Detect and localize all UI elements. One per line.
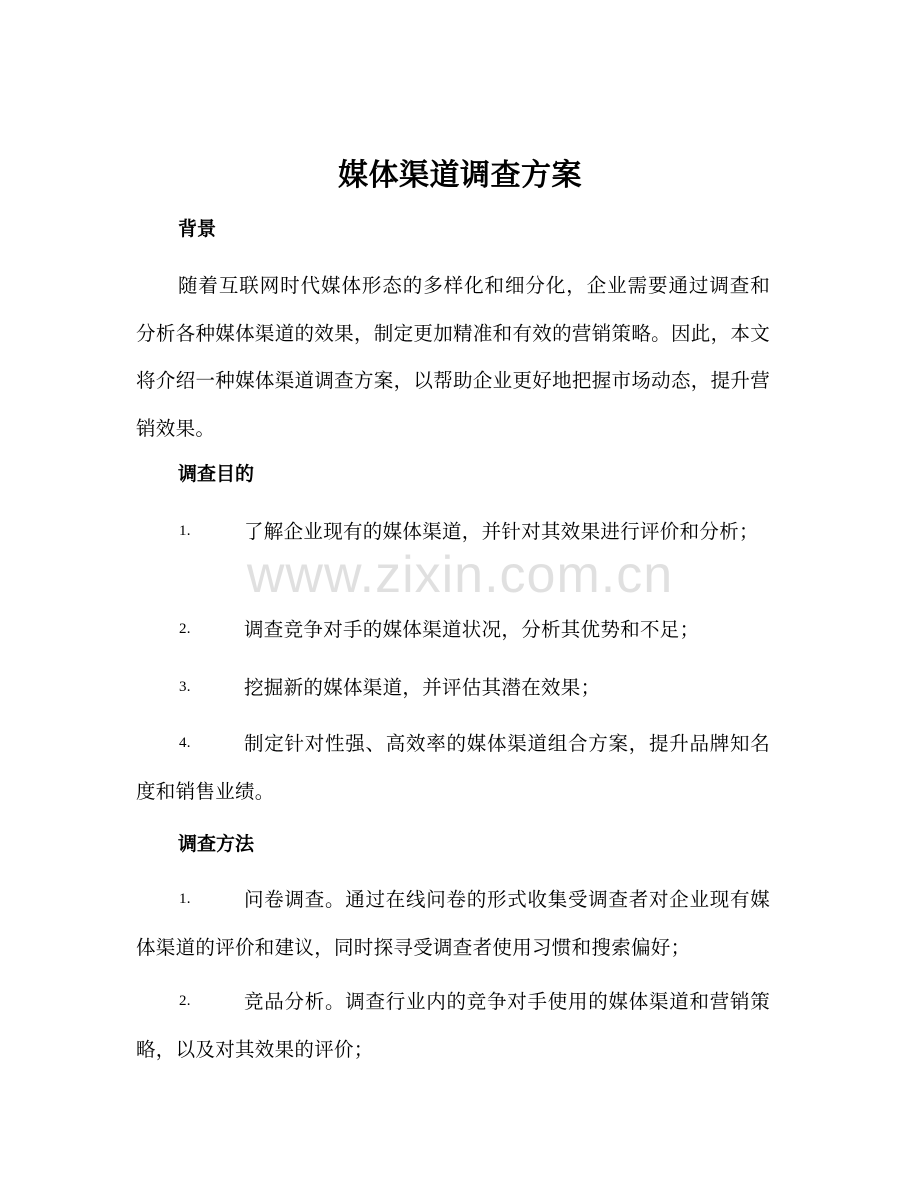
list-item bbox=[136, 606, 770, 654]
background-paragraph: 随着互联网时代媒体形态的多样化和细分化，企业需要通过调查和分析各种媒体渠道的效果，制定更加精准和有效的营销策略。因此，本文将介绍一种媒体渠道调查方案，以帮助企业更好地把握市场动态，提升营销效果。 bbox=[136, 274, 770, 440]
list-item-number: 1. bbox=[179, 891, 191, 907]
list-item-text: 问卷调查。通过在线问卷的形式收集受调查者对企业现有媒体渠道的评价和建议，同时探寻受调查者使用习惯和搜索偏好； bbox=[136, 888, 770, 959]
list-item-text: 调查竞争对手的媒体渠道状况，分析其优势和不足； bbox=[244, 618, 700, 641]
section-heading-methods: 调查方法 bbox=[178, 833, 255, 855]
list-item bbox=[136, 720, 770, 815]
list-item bbox=[136, 876, 770, 971]
list-item-text: 挖掘新的媒体渠道，并评估其潜在效果； bbox=[244, 676, 601, 699]
watermark: www.zixin.com.cn bbox=[246, 546, 674, 604]
list-item bbox=[136, 978, 770, 1073]
section-heading-objectives: 调查目的 bbox=[178, 463, 255, 485]
section-heading-background: 背景 bbox=[178, 218, 217, 240]
list-item-number: 2. bbox=[179, 993, 191, 1009]
list-item-text: 制定针对性强、高效率的媒体渠道组合方案，提升品牌知名度和销售业绩。 bbox=[136, 732, 770, 803]
list-item-number: 4. bbox=[179, 735, 191, 751]
list-item bbox=[136, 508, 770, 556]
list-item-text: 竞品分析。调查行业内的竞争对手使用的媒体渠道和营销策略，以及对其效果的评价； bbox=[136, 990, 770, 1061]
list-item-number: 2. bbox=[179, 621, 191, 637]
document-title: 媒体渠道调查方案 bbox=[338, 158, 582, 193]
list-item-number: 1. bbox=[179, 523, 191, 539]
list-item-number: 3. bbox=[179, 679, 191, 695]
list-item bbox=[136, 664, 770, 712]
list-item-text: 了解企业现有的媒体渠道，并针对其效果进行评价和分析； bbox=[244, 520, 759, 543]
